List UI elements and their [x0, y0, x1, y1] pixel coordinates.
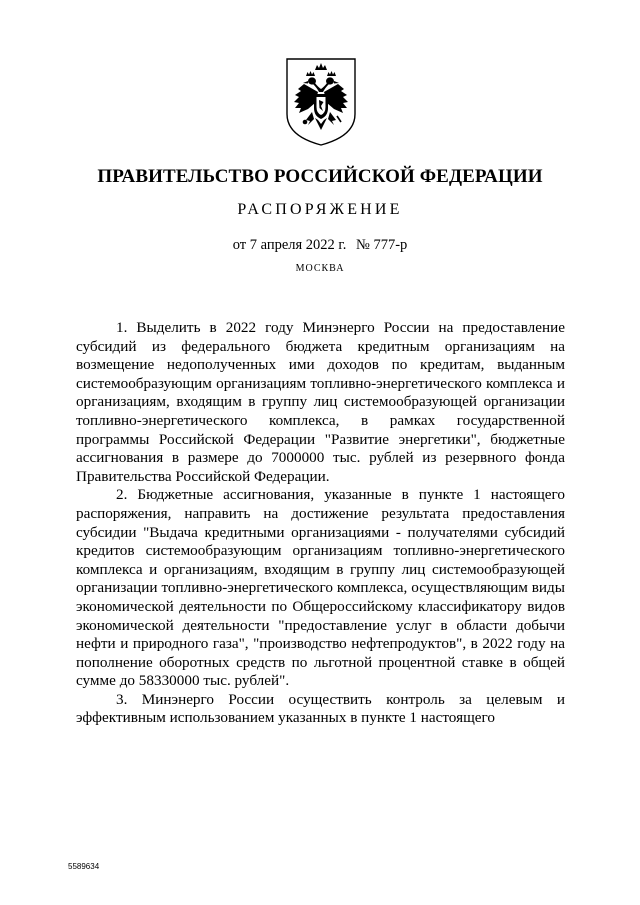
- document-date: от 7 апреля 2022 г.: [232, 237, 347, 253]
- paragraph-1: 1. Выделить в 2022 году Минэнерго России на предоставление субсидий из федерального бюджета кредитным организациям на возмещение недополученных ими доходов по кредитам, выданным системообразующим организациям топливно-энергетического комплекса и организациям, входящим в группу лиц системообразующей организации топливно-энергетического комплекса, в рамках государственной программы Российской Федерации "Развитие энергетики", бюджетные ассигнования в размере до 7000000 тыс. рублей из резервного фонда Правительства Российской Федерации.: [76, 319, 565, 485]
- paragraph-2: 2. Бюджетные ассигнования, указанные в пункте 1 настоящего распоряжения, направить на достижение результата предоставления субсидии "Выдача кредитными организациями - получателями субсидий кредитов системообразующим организациям топливно-энергетического комплекса и организациям, входящим в группу лиц системообразующей организации топливно-энергетического комплекса, осуществляющим виды экономической деятельности по Общероссийскому классификатору видов экономической деятельности "предоставление услуг в области добычи нефти и природного газа", "производство нефтепродуктов", в 2022 году на пополнение оборотных средств по льготной процентной ставке в общей сумме до 58330000 тыс. рублей".: [76, 486, 565, 690]
- document-body: [76, 319, 565, 728]
- document-date-line: [0, 237, 640, 254]
- paragraph-3: 3. Минэнерго России осуществить контроль за целевым и эффективным использованием указанных в пункте 1 настоящего: [76, 690, 565, 727]
- document-number: № 777-р: [356, 237, 408, 253]
- document-city: МОСКВА: [295, 263, 345, 274]
- russian-coat-of-arms-icon: [284, 56, 358, 148]
- document-id: 5589634: [68, 862, 100, 871]
- document-type: РАСПОРЯЖЕНИЕ: [237, 201, 403, 218]
- organization-name: ПРАВИТЕЛЬСТВО РОССИЙСКОЙ ФЕДЕРАЦИИ: [97, 166, 543, 187]
